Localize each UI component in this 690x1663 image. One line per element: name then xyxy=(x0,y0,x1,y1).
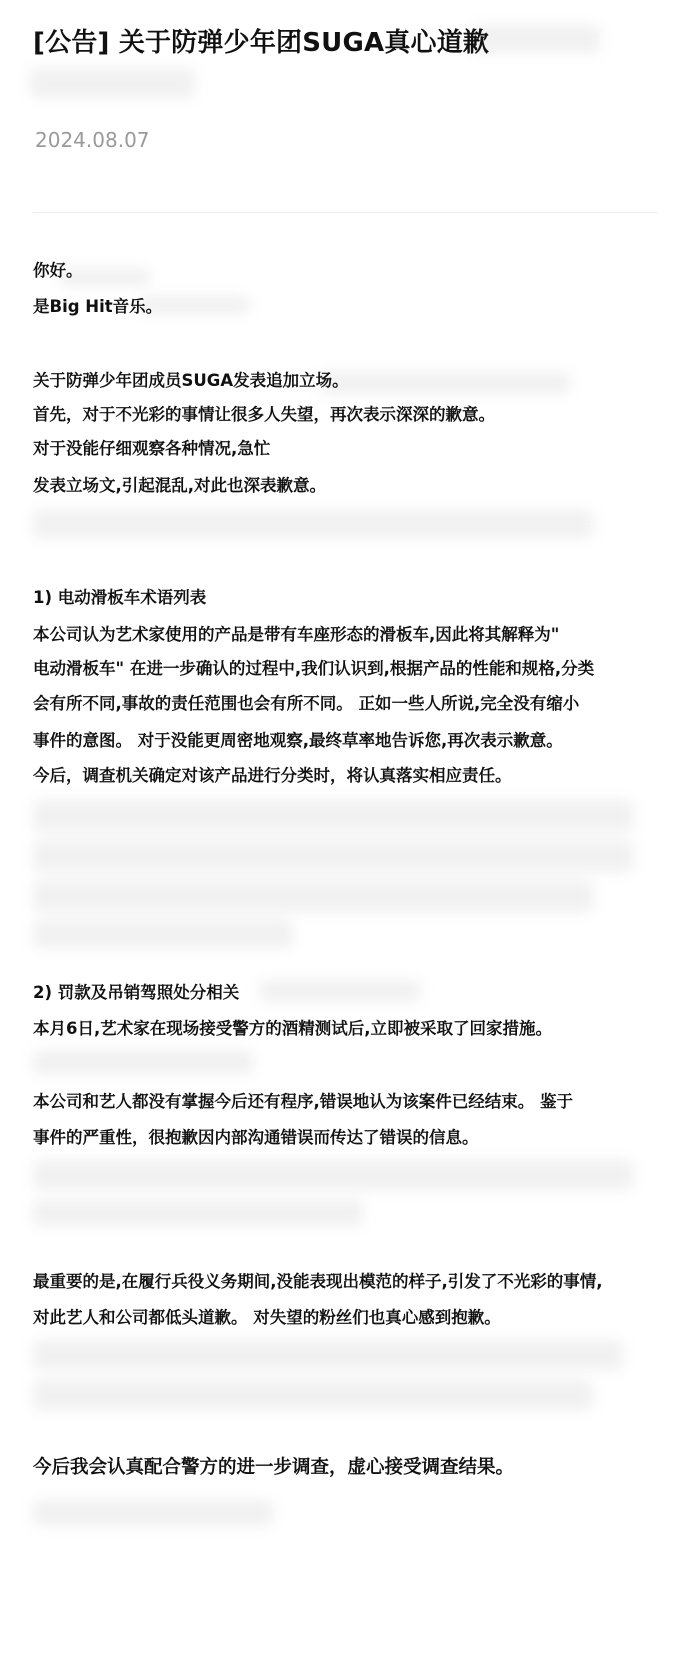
section1-line: 会有所不同,事故的责任范围也会有所不同。 正如一些人所说,完全没有缩小 xyxy=(33,694,580,713)
section2-line: 事件的严重性，很抱歉因内部沟通错误而传达了错误的信息。 xyxy=(33,1128,479,1147)
publish-date: 2024.08.07 xyxy=(35,128,150,152)
ghost-text xyxy=(33,1340,623,1370)
closing-line: 对此艺人和公司都低头道歉。 对失望的粉丝们也真心感到抱歉。 xyxy=(33,1308,501,1327)
ghost-text xyxy=(33,840,633,872)
final-statement: 今后我会认真配合警方的进一步调查，虚心接受调查结果。 xyxy=(33,1457,515,1478)
ghost-text xyxy=(33,920,293,948)
ghost-text xyxy=(33,1500,273,1526)
ghost-text xyxy=(30,68,195,98)
section1-line: 电动滑板车" 在进一步确认的过程中,我们认识到,根据产品的性能和规格,分类 xyxy=(33,659,595,678)
page-title: [公告] 关于防弹少年团SUGA真心道歉 xyxy=(33,28,490,58)
section2-line: 本月6日,艺术家在现场接受警方的酒精测试后,立即被采取了回家措施。 xyxy=(33,1019,553,1038)
ghost-text xyxy=(320,372,570,394)
ghost-text xyxy=(33,1050,253,1074)
greeting: 你好。 xyxy=(33,261,83,280)
section1-heading: 1) 电动滑板车术语列表 xyxy=(33,588,207,607)
closing-line: 最重要的是,在履行兵役义务期间,没能表现出模范的样子,引发了不光彩的事情, xyxy=(33,1272,603,1291)
ghost-text xyxy=(33,510,593,538)
section1-line: 本公司认为艺术家使用的产品是带有车座形态的滑板车,因此将其解释为" xyxy=(33,625,560,644)
ghost-text xyxy=(260,980,420,1002)
intro-line: 发表立场文,引起混乱,对此也深表歉意。 xyxy=(33,476,327,495)
sender: 是Big Hit音乐。 xyxy=(33,297,163,316)
intro-line: 关于防弹少年团成员SUGA发表追加立场。 xyxy=(33,371,349,390)
section2-line: 本公司和艺人都没有掌握今后还有程序,错误地认为该案件已经结束。 鉴于 xyxy=(33,1092,574,1111)
ghost-text xyxy=(33,1380,593,1410)
ghost-text xyxy=(33,880,593,912)
ghost-text xyxy=(33,1200,363,1226)
section1-line: 事件的意图。 对于没能更周密地观察,最终草率地告诉您,再次表示歉意。 xyxy=(33,731,563,750)
intro-line: 首先，对于不光彩的事情让很多人失望，再次表示深深的歉意。 xyxy=(33,405,495,424)
ghost-text xyxy=(470,25,600,53)
divider xyxy=(33,212,658,213)
intro-line: 对于没能仔细观察各种情况,急忙 xyxy=(33,439,271,458)
ghost-text xyxy=(33,1160,633,1190)
ghost-text xyxy=(33,800,633,832)
section2-heading: 2) 罚款及吊销驾照处分相关 xyxy=(33,983,240,1002)
section1-line: 今后，调查机关确定对该产品进行分类时，将认真落实相应责任。 xyxy=(33,766,512,785)
